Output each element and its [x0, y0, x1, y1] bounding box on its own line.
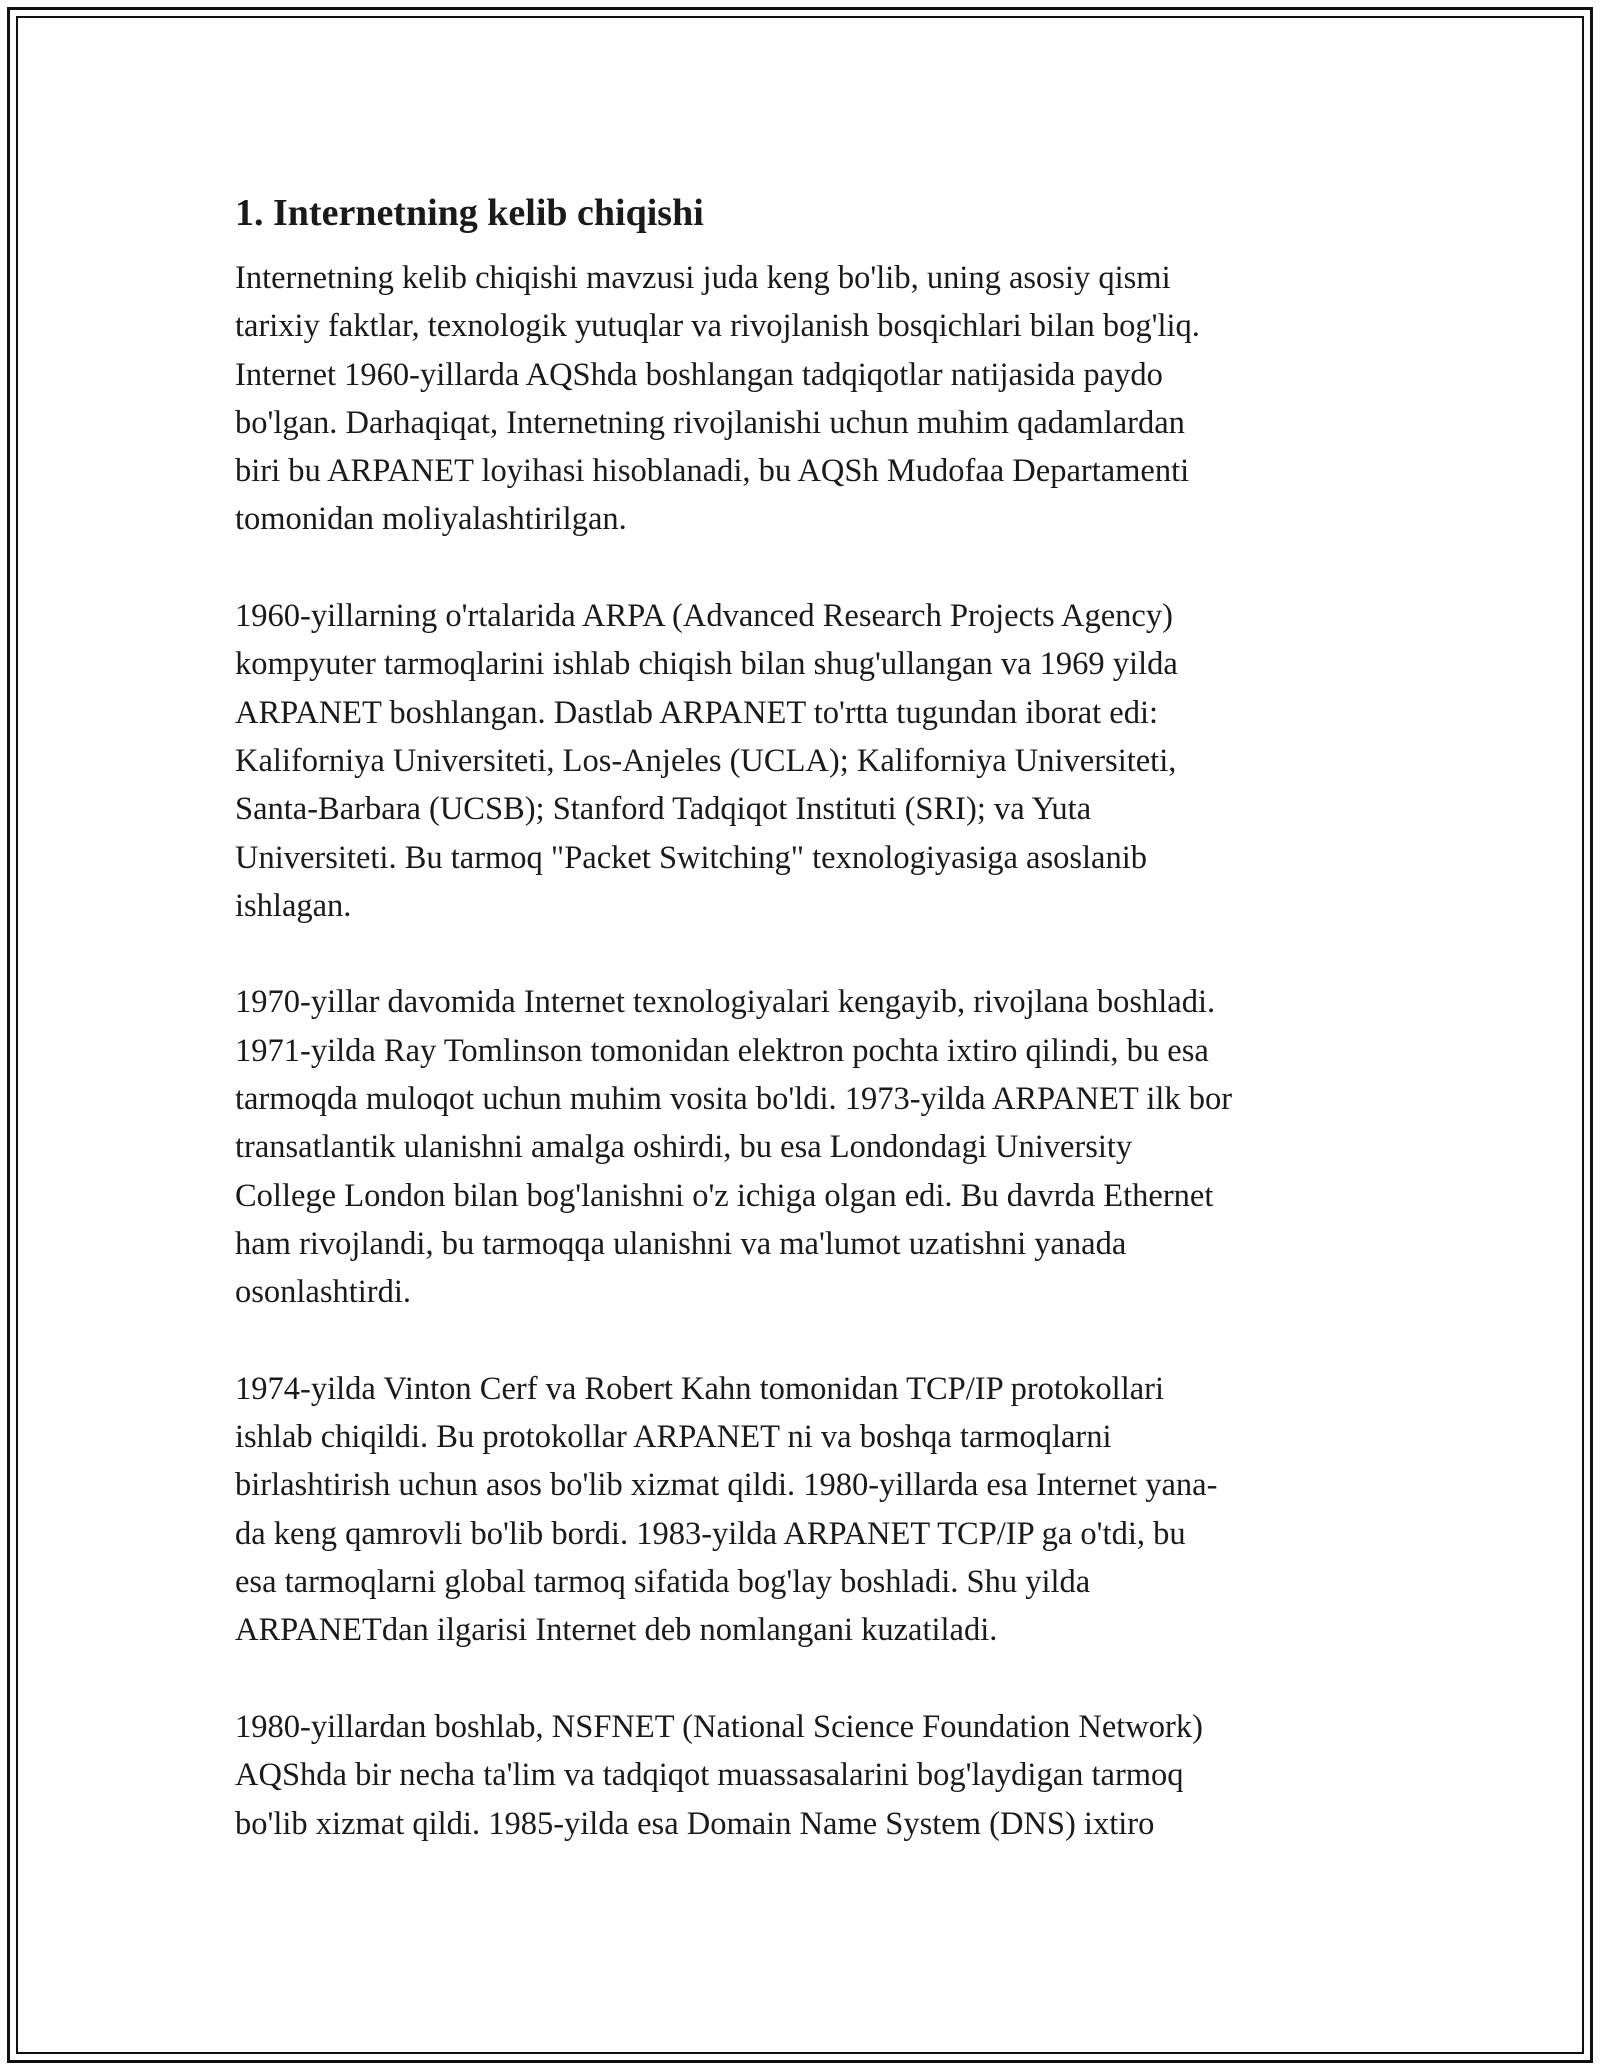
paragraph-2: 1960-yillarning o'rtalarida ARPA (Advanced Research Projects Agency) kompyuter tarmoqlarini ishlab chiqish bilan shug'ullangan va 1969 yilda ARPANET boshlangan. Dastlab ARPANET to'rtta tugundan iborat edi: Kaliforniya Universiteti, Los-Anjeles (UCLA); Kaliforniya Universiteti, Santa-Barbara (UCSB); Stanford Tadqiqot Instituti (SRI); va Yuta Universiteti. Bu tarmoq "Packet Switching" texnologiyasiga asoslanib ishlagan. [235, 598, 1178, 924]
paragraph-1: Internetning kelib chiqishi mavzusi juda keng bo'lib, uning asosiy qismi tarixiy faktlar, texnologik yutuqlar va rivojlanish bosqichlari bilan bog'liq. Internet 1960-yillarda AQShda boshlangan tadqiqotlar natijasida paydo bo'lgan. Darhaqiqat, Internetning rivojlanishi uchun muhim qadamlardan biri bu ARPANET loyihasi hisoblanadi, bu AQSh Mudofaa Departamenti tomonidan moliyalashtirilgan. [235, 260, 1200, 538]
paragraph-4: 1974-yilda Vinton Cerf va Robert Kahn tomonidan TCP/IP protokollari ishlab chiqildi. Bu protokollar ARPANET ni va boshqa tarmoqlarni birlashtirish uchun asos bo'lib xizmat qildi. 1980-yillarda esa Internet yana- da keng qamrovli bo'lib bordi. 1983-yilda ARPANET TCP/IP ga o'tdi, bu esa tarmoqlarni global tarmoq sifatida bog'lay boshladi. Shu yilda ARPANETdan ilgarisi Internet deb nomlangani kuzatiladi. [235, 1370, 1218, 1649]
section-heading: 1. Internetning kelib chiqishi [235, 192, 704, 234]
document-body [235, 186, 1365, 1896]
paragraph-5: 1980-yillardan boshlab, NSFNET (National Science Foundation Network) AQShda bir necha ta'lim va tadqiqot muassasalarini bog'laydigan tarmoq bo'lib xizmat qildi. 1985-yilda esa Domain Name System (DNS) ixtiro [235, 1708, 1203, 1842]
paragraph-3: 1970-yillar davomida Internet texnologiyalari kengayib, rivojlana boshladi. 1971-yilda Ray Tomlinson tomonidan elektron pochta ixtiro qilindi, bu esa tarmoqda muloqot uchun muhim vosita bo'ldi. 1973-yilda ARPANET ilk bor transatlantik ulanishni amalga oshirdi, bu esa Londondagi University College London bilan bog'lanishni o'z ichiga olgan edi. Bu davrda Ethernet ham rivojlandi, bu tarmoqqa ulanishni va ma'lumot uzatishni yanada osonlashtirdi. [235, 984, 1233, 1311]
